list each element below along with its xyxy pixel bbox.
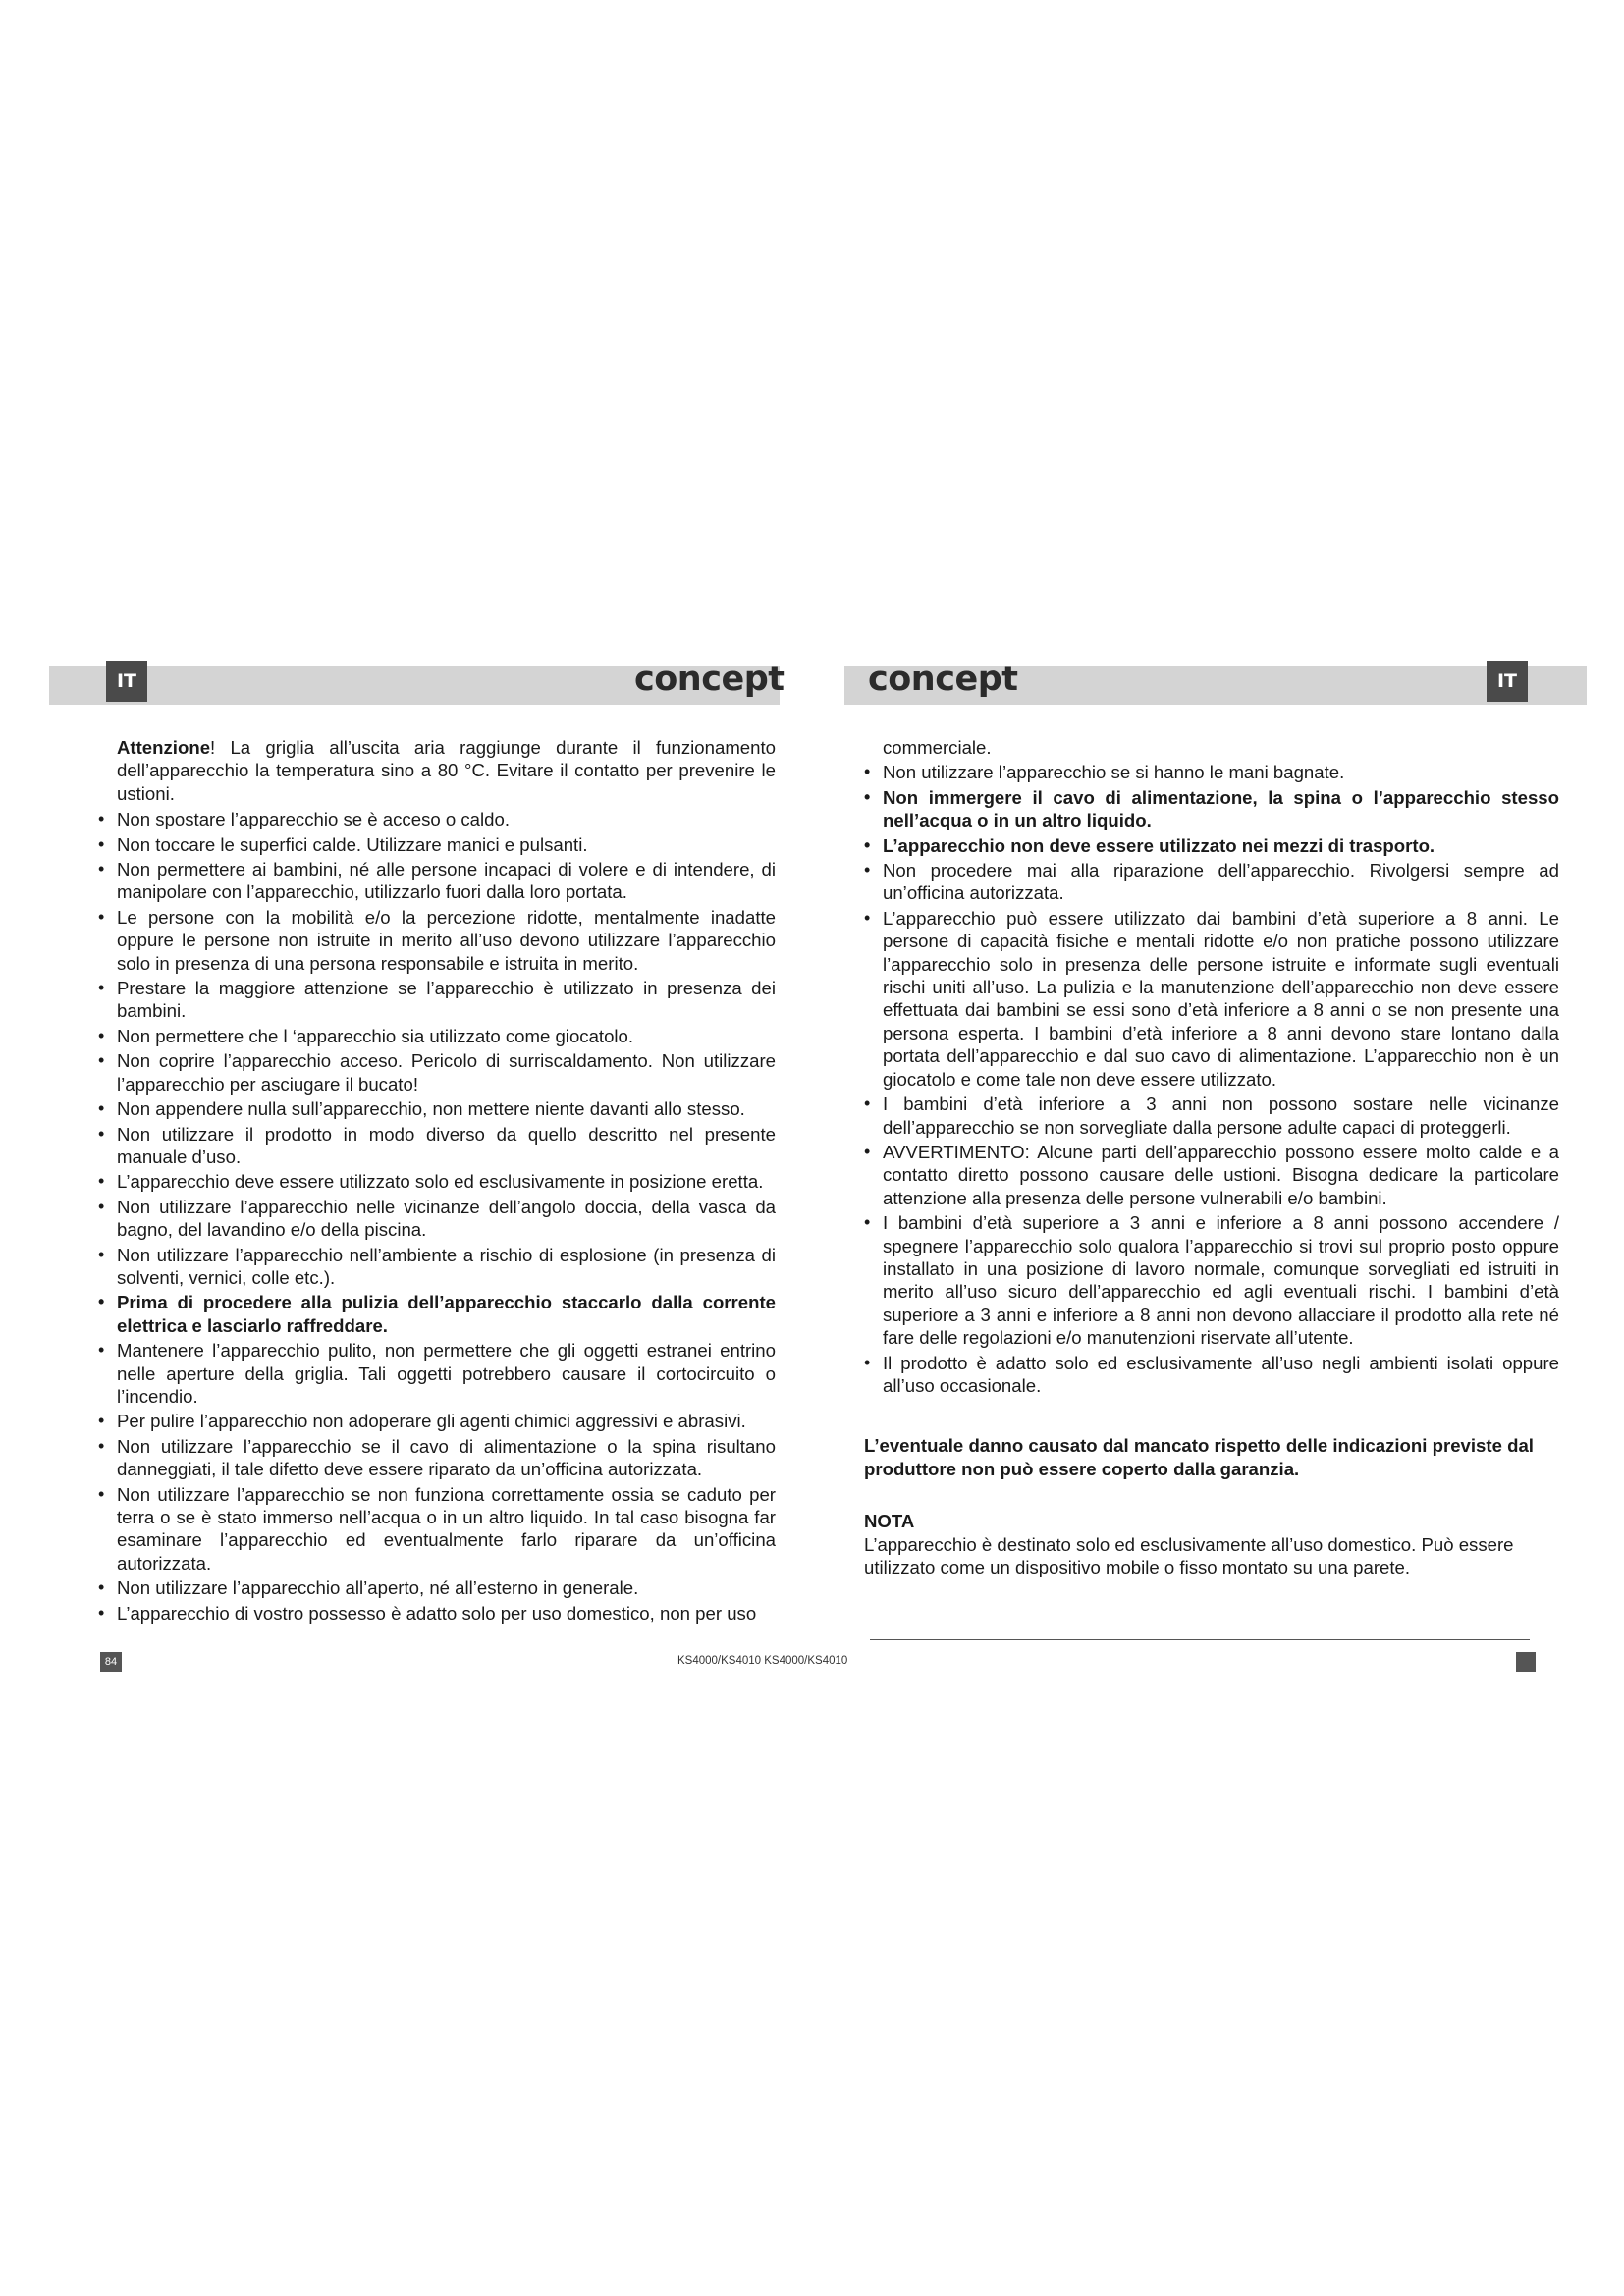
safety-item: • Non permettere che l ‘apparecchio sia utilizzato come giocatolo.	[98, 1025, 776, 1047]
safety-item: • Non utilizzare l’apparecchio nell’ambiente a rischio di esplosione (in presenza di solventi, vernici, colle etc.).	[98, 1244, 776, 1290]
footer-rule	[870, 1639, 1530, 1640]
safety-item: • Non appendere nulla sull’apparecchio, non mettere niente davanti allo stesso.	[98, 1097, 776, 1120]
right-safety-list	[864, 761, 1559, 1397]
nota-text: L’apparecchio è destinato solo ed esclusivamente all’uso domestico. Può essere utilizzato come un dispositivo mobile o fisso montato su una parete.	[864, 1533, 1514, 1577]
safety-item: • Non immergere il cavo di alimentazione, la spina o l’apparecchio stesso nell’acqua o in un altro liquido.	[864, 786, 1559, 832]
safety-item: • Non toccare le superfici calde. Utilizzare manici e pulsanti.	[98, 833, 776, 856]
safety-item: • Prestare la maggiore attenzione se l’apparecchio è utilizzato in presenza dei bambini.	[98, 977, 776, 1023]
safety-item: • Per pulire l’apparecchio non adoperare gli agenti chimici aggressivi e abrasivi.	[98, 1410, 776, 1432]
safety-item: • L’apparecchio deve essere utilizzato solo ed esclusivamente in posizione eretta.	[98, 1170, 776, 1193]
safety-item: • L’apparecchio non deve essere utilizzato nei mezzi di trasporto.	[864, 834, 1559, 857]
safety-item: • Le persone con la mobilità e/o la percezione ridotte, mentalmente inadatte oppure le persone non istruite in merito all’uso devono utilizzare l’apparecchio solo in presenza di una persona responsabile e istruita in merito.	[98, 906, 776, 975]
safety-item: • I bambini d’età inferiore a 3 anni non possono sostare nelle vicinanze dell’apparecchio se non sorvegliate dalla persone adulte capaci di proteggerli.	[864, 1093, 1559, 1139]
language-badge-left: IT	[106, 661, 147, 702]
warning-label: Attenzione	[117, 737, 211, 758]
safety-item: • Non utilizzare l’apparecchio se non funziona correttamente ossia se caduto per terra o se è stato immerso nell’acqua o in un altro liquido. In tal caso bisogna far esaminare l’apparecchio ed eventualmente farlo riparare da un’officina autorizzata.	[98, 1483, 776, 1575]
safety-item: • Non permettere ai bambini, né alle persone incapaci di volere e di intendere, di manipolare con l’apparecchio, utilizzarlo fuori dalla loro portata.	[98, 858, 776, 904]
left-column	[98, 736, 776, 1627]
safety-item: • Non utilizzare il prodotto in modo diverso da quello descritto nel presente manuale d’uso.	[98, 1123, 776, 1169]
brand-logo-right: concept	[868, 660, 1018, 699]
warning-intro	[98, 736, 776, 805]
safety-item: • Non utilizzare l’apparecchio se si hanno le mani bagnate.	[864, 761, 1559, 783]
model-number: KS4000/KS4010 KS4000/KS4010	[677, 1655, 848, 1667]
nota-heading: NOTA	[864, 1511, 915, 1532]
warranty-note: L’eventuale danno causato dal mancato rispetto delle indicazioni previste dal produttore non può essere coperto dalla garanzia.	[864, 1435, 1534, 1479]
safety-item: • L’apparecchio può essere utilizzato dai bambini d’età superiore a 8 anni. Le persone di capacità fisiche e mentali ridotte e/o non pratiche possono utilizzare l’apparecchio solo in presenza delle persone istruite e informate sugli eventuali rischi uniti all’uso. La pulizia e la manutenzione dell’apparecchio non deve essere effettuata dai bambini se essi sono d’età inferiore a 8 anni o se non presente una persona esperta. I bambini d’età inferiore a 8 anni devono stare lontano dalla portata dell’apparecchio e dal suo cavo di alimentazione. L’apparecchio non è un giocatolo e come tale non deve essere utilizzato.	[864, 907, 1559, 1091]
safety-item: • Non spostare l’apparecchio se è acceso o caldo.	[98, 808, 776, 830]
safety-item: • Prima di procedere alla pulizia dell’apparecchio staccarlo dalla corrente elettrica e lasciarlo raffreddare.	[98, 1291, 776, 1337]
continuation-text: commerciale.	[883, 737, 992, 758]
safety-item: • Non procedere mai alla riparazione dell’apparecchio. Rivolgersi sempre ad un’officina autorizzata.	[864, 859, 1559, 905]
safety-item: • I bambini d’età superiore a 3 anni e inferiore a 8 anni possono accendere / spegnere l’apparecchio solo qualora l’apparecchio si trovi sul proprio posto oppure installato in una posizione di lavoro normale, comunque sorvegliati ed istruiti in merito all’uso sicuro dell’apparecchio ed agli eventuali rischi. I bambini d’età superiore a 3 anni e inferiore a 8 anni non devono allacciare il prodotto alla rete né fare delle regolazioni e/o manutenzioni riservate all’utente.	[864, 1211, 1559, 1349]
right-column	[864, 736, 1559, 1578]
safety-item: • Non utilizzare l’apparecchio nelle vicinanze dell’angolo doccia, della vasca da bagno, del lavandino e/o della piscina.	[98, 1196, 776, 1242]
page-marker-square	[1516, 1652, 1536, 1672]
safety-item: • Non utilizzare l’apparecchio all’aperto, né all’esterno in generale.	[98, 1576, 776, 1599]
language-badge-right: IT	[1487, 661, 1528, 702]
warning-text: ! La griglia all’uscita aria raggiunge durante il funzionamento dell’apparecchio la temperatura sino a 80 °C. Evitare il contatto per prevenire le ustioni.	[117, 737, 776, 804]
safety-item: • Non coprire l’apparecchio acceso. Pericolo di surriscaldamento. Non utilizzare l’apparecchio per asciugare il bucato!	[98, 1049, 776, 1095]
brand-logo-left: concept	[634, 660, 785, 699]
safety-item: • L’apparecchio di vostro possesso è adatto solo per uso domestico, non per uso	[98, 1602, 776, 1625]
safety-item: • Mantenere l’apparecchio pulito, non permettere che gli oggetti estranei entrino nelle aperture della griglia. Tali oggetti potrebbero causare il cortocircuito o l’incendio.	[98, 1339, 776, 1408]
page-number: 84	[100, 1652, 122, 1672]
safety-item: • Non utilizzare l’apparecchio se il cavo di alimentazione o la spina risultano danneggiati, il tale difetto deve essere riparato da un’officina autorizzata.	[98, 1435, 776, 1481]
left-safety-list	[98, 808, 776, 1625]
safety-item: • AVVERTIMENTO: Alcune parti dell’apparecchio possono essere molto calde e a contatto diretto possono causare delle ustioni. Bisogna dedicare la particolare attenzione alla presenza delle persone vulnerabili e/o bambini.	[864, 1141, 1559, 1209]
safety-item: • Il prodotto è adatto solo ed esclusivamente all’uso negli ambienti isolati oppure all’uso occasionale.	[864, 1352, 1559, 1398]
